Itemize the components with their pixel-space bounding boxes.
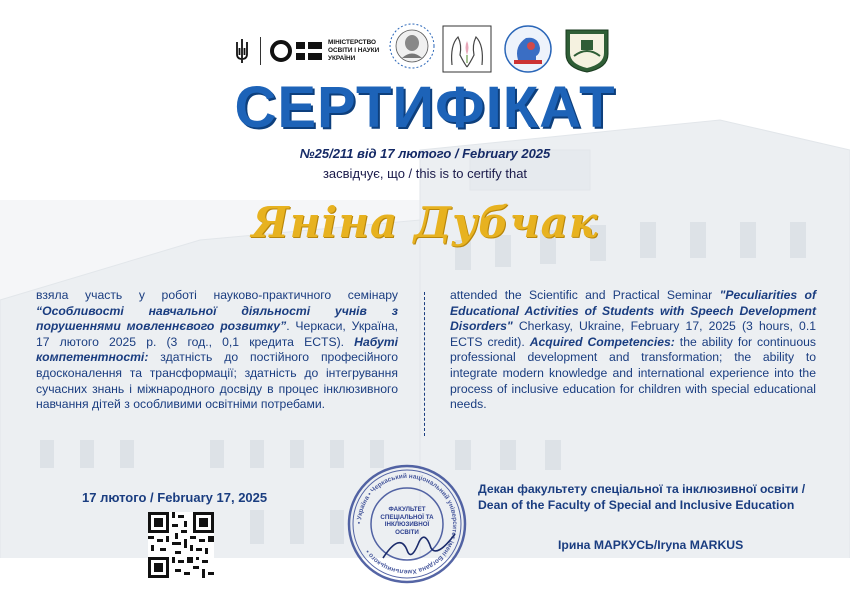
faculty-seal-icon <box>345 462 469 586</box>
english-intro: attended the Scientific and Practical Seminar <box>450 288 713 302</box>
qr-code-icon[interactable] <box>148 512 214 578</box>
recipient-name: Яніна Дубчак <box>251 198 599 247</box>
ministry-logo-icon <box>270 36 324 66</box>
english-competencies-text: the ability for continuous professional development and transformation; the ability to integrate modern knowledge and international experience into the process of inclusive education for children with special educational needs. <box>450 334 816 412</box>
certify-line: засвідчує, що / this is to certify that <box>322 166 528 181</box>
trident-icon <box>235 38 249 64</box>
issue-date: 17 лютого / February 17, 2025 <box>82 490 268 505</box>
dean-title: Декан факультету спеціальної та інклюзивної освіти / Dean of the Faculty of Special and Inclusive Education <box>478 482 806 512</box>
university-logo-icon <box>388 22 436 70</box>
english-competencies-label: Acquired Competencies: <box>529 334 675 349</box>
faculty-logo-icon <box>562 26 612 74</box>
ukrainian-intro: взяла участь у роботі науково-практичного семінару <box>36 288 398 302</box>
ministry-text: МІНІСТЕРСТВО ОСВІТИ І НАУКИ УКРАЇНИ <box>328 39 380 62</box>
column-divider <box>424 292 425 436</box>
ukrainian-text-block <box>36 288 398 413</box>
english-details: Cherkasy, Ukraine, February 17, 2025 (3 hours, 0.1 ECTS credit). <box>450 319 816 349</box>
dean-name: Ірина МАРКУСЬ/Iryna MARKUS <box>558 538 744 552</box>
psychology-logo-icon <box>500 24 556 74</box>
ukrainian-seminar-title: “Особливості навчальної діяльності учнів з порушеннями мовленнєвого розвитку” <box>36 303 398 334</box>
ukrainian-competencies-label: Набуті компетентності: <box>36 334 398 365</box>
certificate-title: СЕРТИФІКАТ <box>234 75 616 140</box>
ukrainian-details: . Черкаси, Україна, 17 лютого 2025 р. (3 год., 0,1 кредита ECTS). <box>36 319 398 349</box>
ukrainian-competencies-text: здатність до постійного професійного вдосконалення та трансформації; здатність до інтегрування сучасних знань і міжнародного досвіду в процес інклюзивного навчання дітей з особливими освітніми потребами. <box>36 350 398 412</box>
logo-separator <box>260 37 261 65</box>
seal-center-text: ФАКУЛЬТЕТ СПЕЦІАЛЬНОЇ ТА ІНКЛЮЗИВНОЇ ОСВІТИ <box>380 506 434 536</box>
english-seminar-title: "Peculiarities of Educational Activities of Students with Speech Development Disorders" <box>450 288 816 334</box>
hands-logo-icon <box>442 25 492 73</box>
seal-ring-text: • Україна • Черкаський національний університет імені Богдана Хмельницького • <box>355 472 459 576</box>
english-text-block <box>450 288 816 413</box>
certificate-number: №25/211 від 17 лютого / February 2025 <box>299 146 551 161</box>
